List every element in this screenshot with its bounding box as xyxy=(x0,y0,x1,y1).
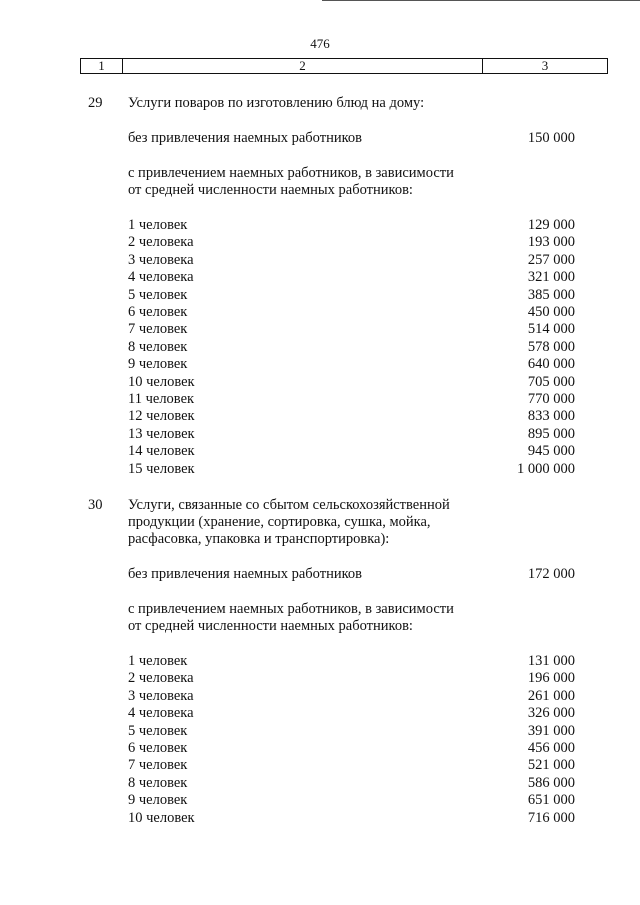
section-30-title-line-2: продукции (хранение, сортировка, сушка, мойка, xyxy=(128,514,431,530)
table-row-label: 1 человек xyxy=(128,217,188,233)
table-row-value: 385 000 xyxy=(527,286,575,303)
section-29-hired-line-2: от средней численности наемных работников: xyxy=(128,182,413,198)
table-row-label: 4 человека xyxy=(128,269,194,286)
table-row-label: 11 человек xyxy=(128,391,195,407)
table-row-label: 9 человек xyxy=(128,356,188,373)
section-30-title-line-3: расфасовка, упаковка и транспортировка): xyxy=(128,531,390,547)
table-row-value: 945 000 xyxy=(527,443,575,460)
column-header-2: 2 xyxy=(123,59,483,73)
section-30-number: 30 xyxy=(88,497,103,513)
table-row-value: 261 000 xyxy=(527,687,575,704)
table-row-label: 10 человек xyxy=(128,809,195,826)
table-row-value: 196 000 xyxy=(527,670,575,687)
top-edge-line xyxy=(322,0,640,1)
table-row-value: 640 000 xyxy=(527,356,575,373)
table-row-value: 193 000 xyxy=(527,234,575,251)
table-row-label: 1 человек xyxy=(128,653,188,669)
table-row-label: 5 человек xyxy=(128,722,188,739)
table-row-label: 15 человек xyxy=(128,460,195,477)
table-row-label: 6 человек xyxy=(128,304,188,320)
section-29-hired-line-1: с привлечением наемных работников, в зависимости xyxy=(128,165,454,181)
table-row-label: 7 человек xyxy=(128,321,188,338)
table-row-label: 2 человека xyxy=(128,234,194,251)
table-row-label: 12 человек xyxy=(128,408,195,425)
table-row-value: 833 000 xyxy=(527,408,575,425)
table-row-label: 8 человек xyxy=(128,338,188,355)
table-row-value: 456 000 xyxy=(527,740,575,756)
table-row-value: 716 000 xyxy=(527,809,575,826)
table-row-label: 4 человека xyxy=(128,705,194,722)
table-row-value: 321 000 xyxy=(527,269,575,286)
table-row-label: 9 человек xyxy=(128,792,188,809)
table-row-value: 651 000 xyxy=(527,792,575,809)
section-30-no-hired-value: 172 000 xyxy=(527,566,575,582)
table-row-label: 8 человек xyxy=(128,774,188,791)
section-29-number: 29 xyxy=(88,95,103,111)
section-30-title-line-1: Услуги, связанные со сбытом сельскохозяйственной xyxy=(128,497,450,513)
table-row-label: 10 человек xyxy=(128,373,195,390)
table-row-value: 257 000 xyxy=(527,251,575,268)
section-29-no-hired-label: без привлечения наемных работников xyxy=(128,130,362,146)
table-row-value: 391 000 xyxy=(527,722,575,739)
table-row-label: 3 человека xyxy=(128,251,194,268)
table-row-label: 6 человек xyxy=(128,740,188,756)
table-row-label: 5 человек xyxy=(128,286,188,303)
column-header-3: 3 xyxy=(541,58,549,73)
section-30-hired-line-1: с привлечением наемных работников, в зависимости xyxy=(128,601,454,617)
table-row-value: 895 000 xyxy=(527,425,575,442)
table-row-value: 770 000 xyxy=(527,391,575,407)
table-row-value: 514 000 xyxy=(527,321,575,338)
table-row-value: 131 000 xyxy=(527,653,575,669)
table-row-value: 326 000 xyxy=(527,705,575,722)
table-row-label: 7 человек xyxy=(128,757,188,774)
section-30-hired-line-2: от средней численности наемных работников: xyxy=(128,618,413,634)
page-number: 476 xyxy=(310,36,330,51)
column-header-1: 1 xyxy=(81,59,123,73)
section-29-title: Услуги поваров по изготовлению блюд на дому: xyxy=(128,95,425,111)
section-30-no-hired-label: без привлечения наемных работников xyxy=(128,566,362,582)
table-row-value: 521 000 xyxy=(527,757,575,774)
table-row-value: 129 000 xyxy=(527,217,575,233)
table-row-value: 450 000 xyxy=(527,304,575,320)
column-header-row xyxy=(80,58,608,74)
table-row-label: 2 человека xyxy=(128,670,194,687)
section-29-no-hired-value: 150 000 xyxy=(527,130,575,146)
table-row-label: 3 человека xyxy=(128,687,194,704)
table-row-value: 586 000 xyxy=(527,774,575,791)
table-row-value: 705 000 xyxy=(527,373,575,390)
table-row-label: 13 человек xyxy=(128,425,195,442)
table-row-value: 578 000 xyxy=(527,338,575,355)
table-row-value: 1 000 000 xyxy=(517,460,575,477)
table-row-label: 14 человек xyxy=(128,443,195,460)
